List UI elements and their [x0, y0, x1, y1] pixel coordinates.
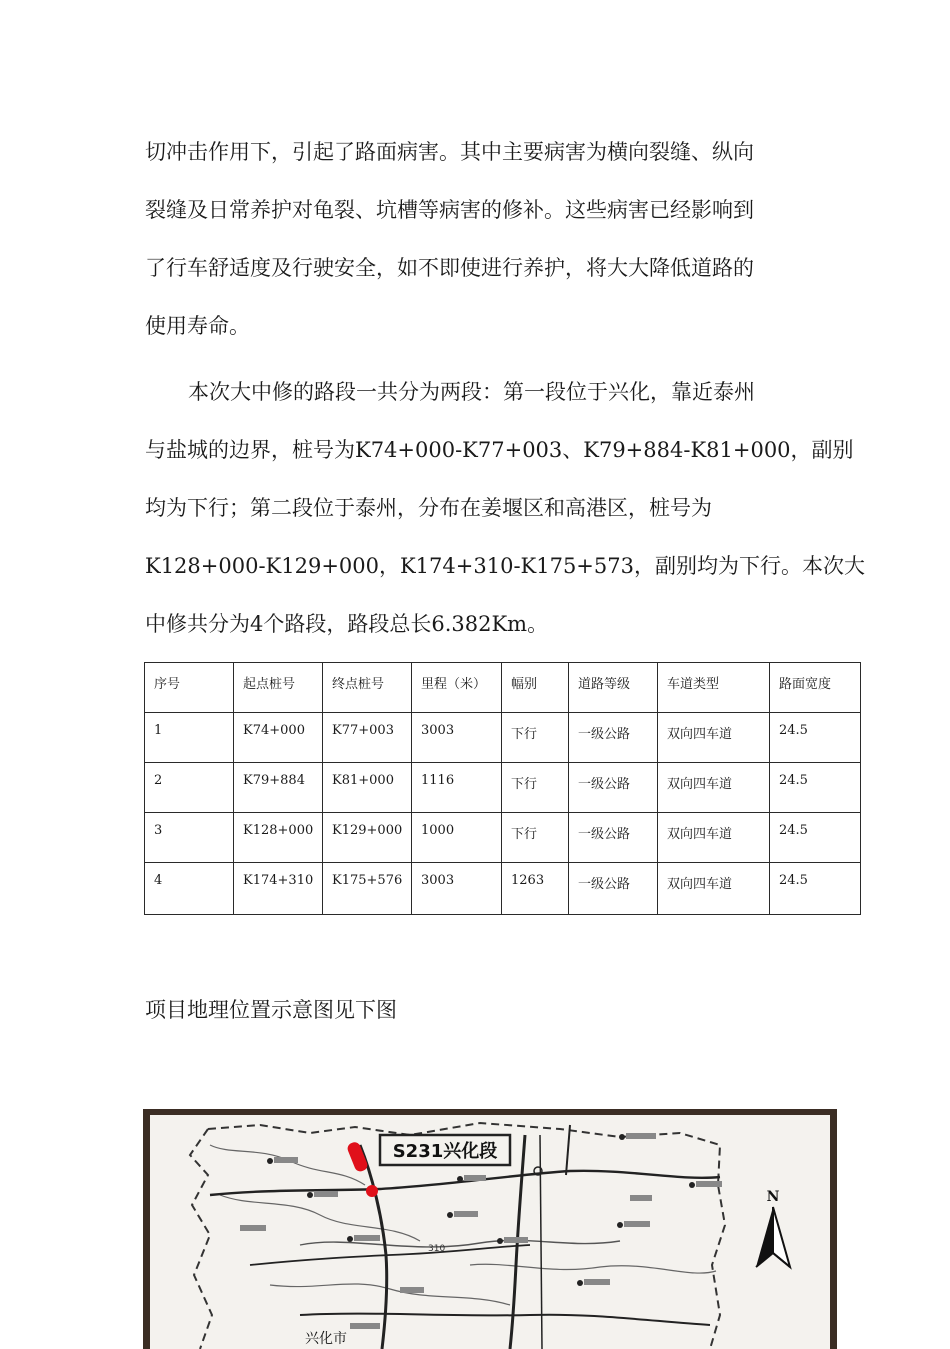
waterway — [470, 1264, 716, 1273]
table-cell: 下行 — [502, 813, 569, 863]
table-cell: 下行 — [502, 763, 569, 813]
table-cell: 双向四车道 — [658, 863, 770, 915]
text-line: 均为下行；第二段位于泰州，分布在姜堰区和高港区，桩号为 — [145, 496, 712, 520]
town-marker — [447, 1212, 453, 1218]
table-cell: 24.5 — [770, 813, 861, 863]
table-cell: 1000 — [412, 813, 502, 863]
town-marker — [307, 1192, 313, 1198]
table-cell: K128+000 — [234, 813, 323, 863]
road — [566, 1125, 570, 1175]
table-cell: 24.5 — [770, 713, 861, 763]
table-cell: K79+884 — [234, 763, 323, 813]
town-marker — [619, 1134, 625, 1140]
text-line: 了行车舒适度及行驶安全，如不即使进行养护，将大大降低道路的 — [145, 256, 754, 280]
header-cell: 序号 — [145, 663, 234, 713]
table-cell: 下行 — [502, 713, 569, 763]
town-marker — [577, 1280, 583, 1286]
town-marker — [457, 1176, 463, 1182]
table-cell: 1116 — [412, 763, 502, 813]
town-marker — [347, 1236, 353, 1242]
location-map — [143, 1109, 837, 1349]
table-row — [145, 813, 861, 863]
paragraph-road-damage — [145, 123, 805, 355]
text-line: 裂缝及日常养护对龟裂、坑槽等病害的修补。这些病害已经影响到 — [145, 198, 754, 222]
header-cell: 里程（米） — [412, 663, 502, 713]
table-cell: 4 — [145, 863, 234, 915]
highlighted-point — [366, 1185, 378, 1197]
table-row — [145, 863, 861, 915]
table-cell: 双向四车道 — [658, 713, 770, 763]
city-label: 兴化市 — [305, 1331, 347, 1347]
table-cell: K77+003 — [323, 713, 412, 763]
table-cell: 24.5 — [770, 863, 861, 915]
header-cell: 幅别 — [502, 663, 569, 713]
table-cell: K174+310 — [234, 863, 323, 915]
waterway — [220, 1195, 420, 1241]
table-cell: K74+000 — [234, 713, 323, 763]
text-line: 本次大中修的路段一共分为两段：第一段位于兴化，靠近泰州 — [188, 380, 755, 404]
text-line: 使用寿命。 — [145, 314, 250, 338]
text-line: K128+000-K129+000，K174+310-K175+573，副别均为下行。本次大 — [145, 554, 865, 578]
county-boundary-west — [190, 1129, 212, 1349]
waterway — [300, 1240, 620, 1247]
header-cell: 路面宽度 — [770, 663, 861, 713]
town-marker — [689, 1182, 695, 1188]
table-row — [145, 763, 861, 813]
table-cell: 2 — [145, 763, 234, 813]
map-drawing — [150, 1115, 830, 1349]
header-cell: 终点桩号 — [323, 663, 412, 713]
text-line: 与盐城的边界，桩号为K74+000-K77+003、K79+884-K81+000，副别 — [145, 438, 854, 462]
text-line: 中修共分为4个路段，路段总长6.382Km。 — [145, 612, 549, 636]
road-sections-table — [144, 662, 861, 915]
map-label: S231兴化段 — [392, 1141, 498, 1162]
paragraph-repair-sections — [145, 363, 865, 653]
table-cell: 一级公路 — [569, 763, 658, 813]
table-cell: 24.5 — [770, 763, 861, 813]
town-marker — [497, 1238, 503, 1244]
table-header-row — [145, 663, 861, 713]
table-cell: 双向四车道 — [658, 763, 770, 813]
waterway — [210, 1145, 365, 1185]
waterway — [270, 1284, 510, 1305]
header-cell: 车道类型 — [658, 663, 770, 713]
table-cell: K81+000 — [323, 763, 412, 813]
table-cell: K129+000 — [323, 813, 412, 863]
table-cell: 一级公路 — [569, 813, 658, 863]
table-cell: 3003 — [412, 713, 502, 763]
header-cell: 道路等级 — [569, 663, 658, 713]
town-marker — [267, 1158, 273, 1164]
road — [360, 1145, 387, 1349]
table-cell: 一级公路 — [569, 863, 658, 915]
table-cell: 3003 — [412, 863, 502, 915]
table-cell: 1263 — [502, 863, 569, 915]
north-arrow-icon — [756, 1207, 790, 1267]
header-cell: 起点桩号 — [234, 663, 323, 713]
table-cell: 3 — [145, 813, 234, 863]
table-row — [145, 713, 861, 763]
road — [210, 1171, 720, 1195]
table-cell: 双向四车道 — [658, 813, 770, 863]
town-marker — [617, 1222, 623, 1228]
road-number: 310 — [428, 1244, 446, 1254]
north-label: N — [766, 1189, 780, 1205]
table-cell: 1 — [145, 713, 234, 763]
table-cell: K175+576 — [323, 863, 412, 915]
road — [250, 1245, 530, 1265]
table-cell: 一级公路 — [569, 713, 658, 763]
text-line: 切冲击作用下，引起了路面病害。其中主要病害为横向裂缝、纵向 — [145, 140, 754, 164]
figure-caption: 项目地理位置示意图见下图 — [145, 998, 397, 1022]
